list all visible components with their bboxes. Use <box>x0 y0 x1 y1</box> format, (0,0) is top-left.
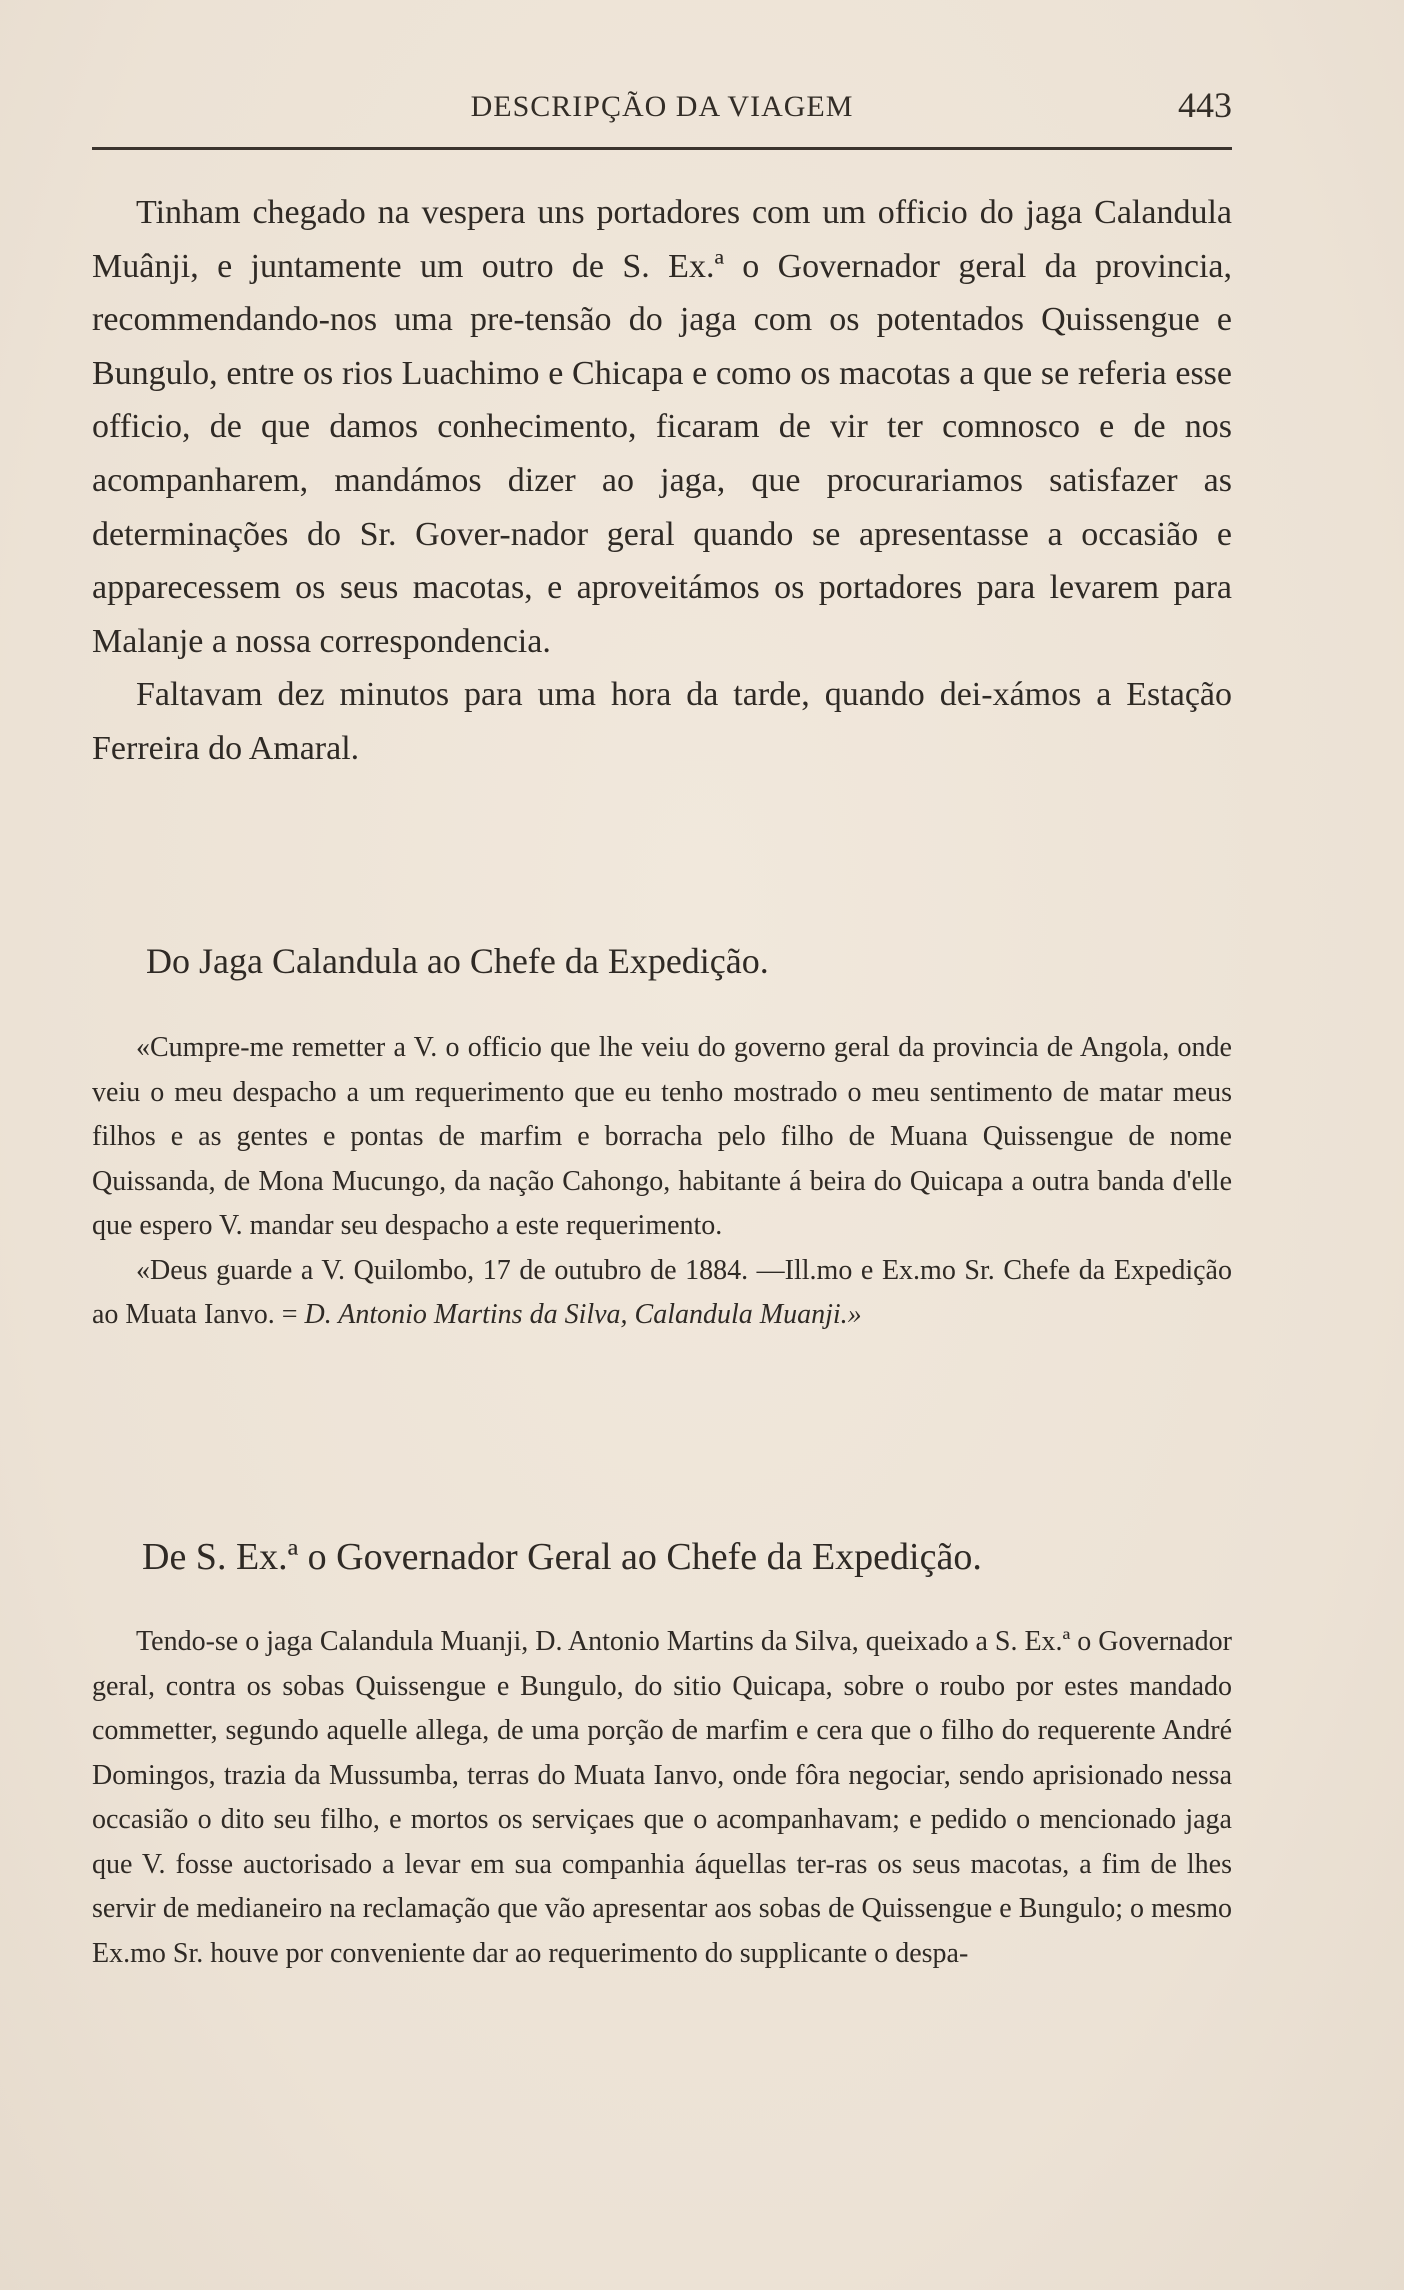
letter-text <box>92 1620 1232 1976</box>
section-heading: De S. Ex.ª o Governador Geral ao Chefe da Expedição. <box>142 1536 982 1578</box>
page-header <box>92 82 1232 142</box>
narrative-paragraph: Tinham chegado na vespera uns portadores com um officio do jaga Calandula Muânji, e juntamente um outro de S. Ex.ª o Governador geral da provincia, recommendando-nos uma pre-tensão do jaga com os potentados Quissengue e Bungulo, entre os rios Luachimo e Chicapa e como os macotas a que se referia esse officio, de que damos conhecimento, ficaram de vir ter comnosco e de nos acompanharem, mandámos dizer ao jaga, que procurariamos satisfazer as determinações do Sr. Gover-nador geral quando se apresentasse a occasião e apparecessem os seus macotas, e aproveitámos os portadores para levarem para Malanje a nossa correspondencia. <box>92 194 1232 660</box>
running-head: DESCRIPÇÃO DA VIAGEM <box>470 90 854 123</box>
letter-paragraph: «Cumpre-me remetter a V. o officio que lhe veiu do governo geral da provincia de Angola, onde veiu o meu despacho a um requerimento que eu tenho mostrado o meu sentimento de matar meus filhos e as gentes e pontas de marfim e borracha pelo filho de Muana Quissengue de nome Quissanda, de Mona Mucungo, da nação Cahongo, habitante á beira do Quicapa a outra banda d'elle que espero V. mandar seu despacho a este requerimento. <box>92 1032 1232 1241</box>
letter-paragraph: Tendo-se o jaga Calandula Muanji, D. Antonio Martins da Silva, queixado a S. Ex.ª o Governador geral, contra os sobas Quissengue e Bungulo, do sitio Quicapa, sobre o roubo por estes mandado commetter, segundo aquelle allega, de uma porção de marfim e cera que o filho do requerente André Domingos, trazia da Mussumba, terras do Muata Ianvo, onde fôra negociar, sendo aprisionado nessa occasião o dito seu filho, e mortos os serviçaes que o acompanhavam; e pedido o mencionado jaga que V. fosse auctorisado a levar em sua companhia áquellas ter-ras os seus macotas, a fim de lhes servir de medianeiro na reclamação que vão apresentar aos sobas de Quissengue e Bungulo; o mesmo Ex.mo Sr. houve por conveniente dar ao requerimento do supplicante o despa- <box>92 1626 1232 1969</box>
letter-text <box>92 1026 1232 1338</box>
section-heading: Do Jaga Calandula ao Chefe da Expedição. <box>146 941 769 981</box>
letter-signature: D. Antonio Martins da Silva, Calandula Muanji.» <box>304 1299 862 1330</box>
letter-closing: «Deus guarde a V. Quilombo, 17 de outubro de 1884. —Ill.mo e Ex.mo Sr. Chefe da Expedição ao Muata Ianvo. = <box>92 1254 1232 1330</box>
narrative-text <box>92 186 1232 776</box>
page-number: 443 <box>1178 85 1232 125</box>
letter-paragraph <box>92 1249 1232 1338</box>
narrative-paragraph: Faltavam dez minutos para uma hora da tarde, quando dei-xámos a Estação Ferreira do Amaral. <box>92 676 1232 767</box>
header-rule <box>92 147 1232 150</box>
